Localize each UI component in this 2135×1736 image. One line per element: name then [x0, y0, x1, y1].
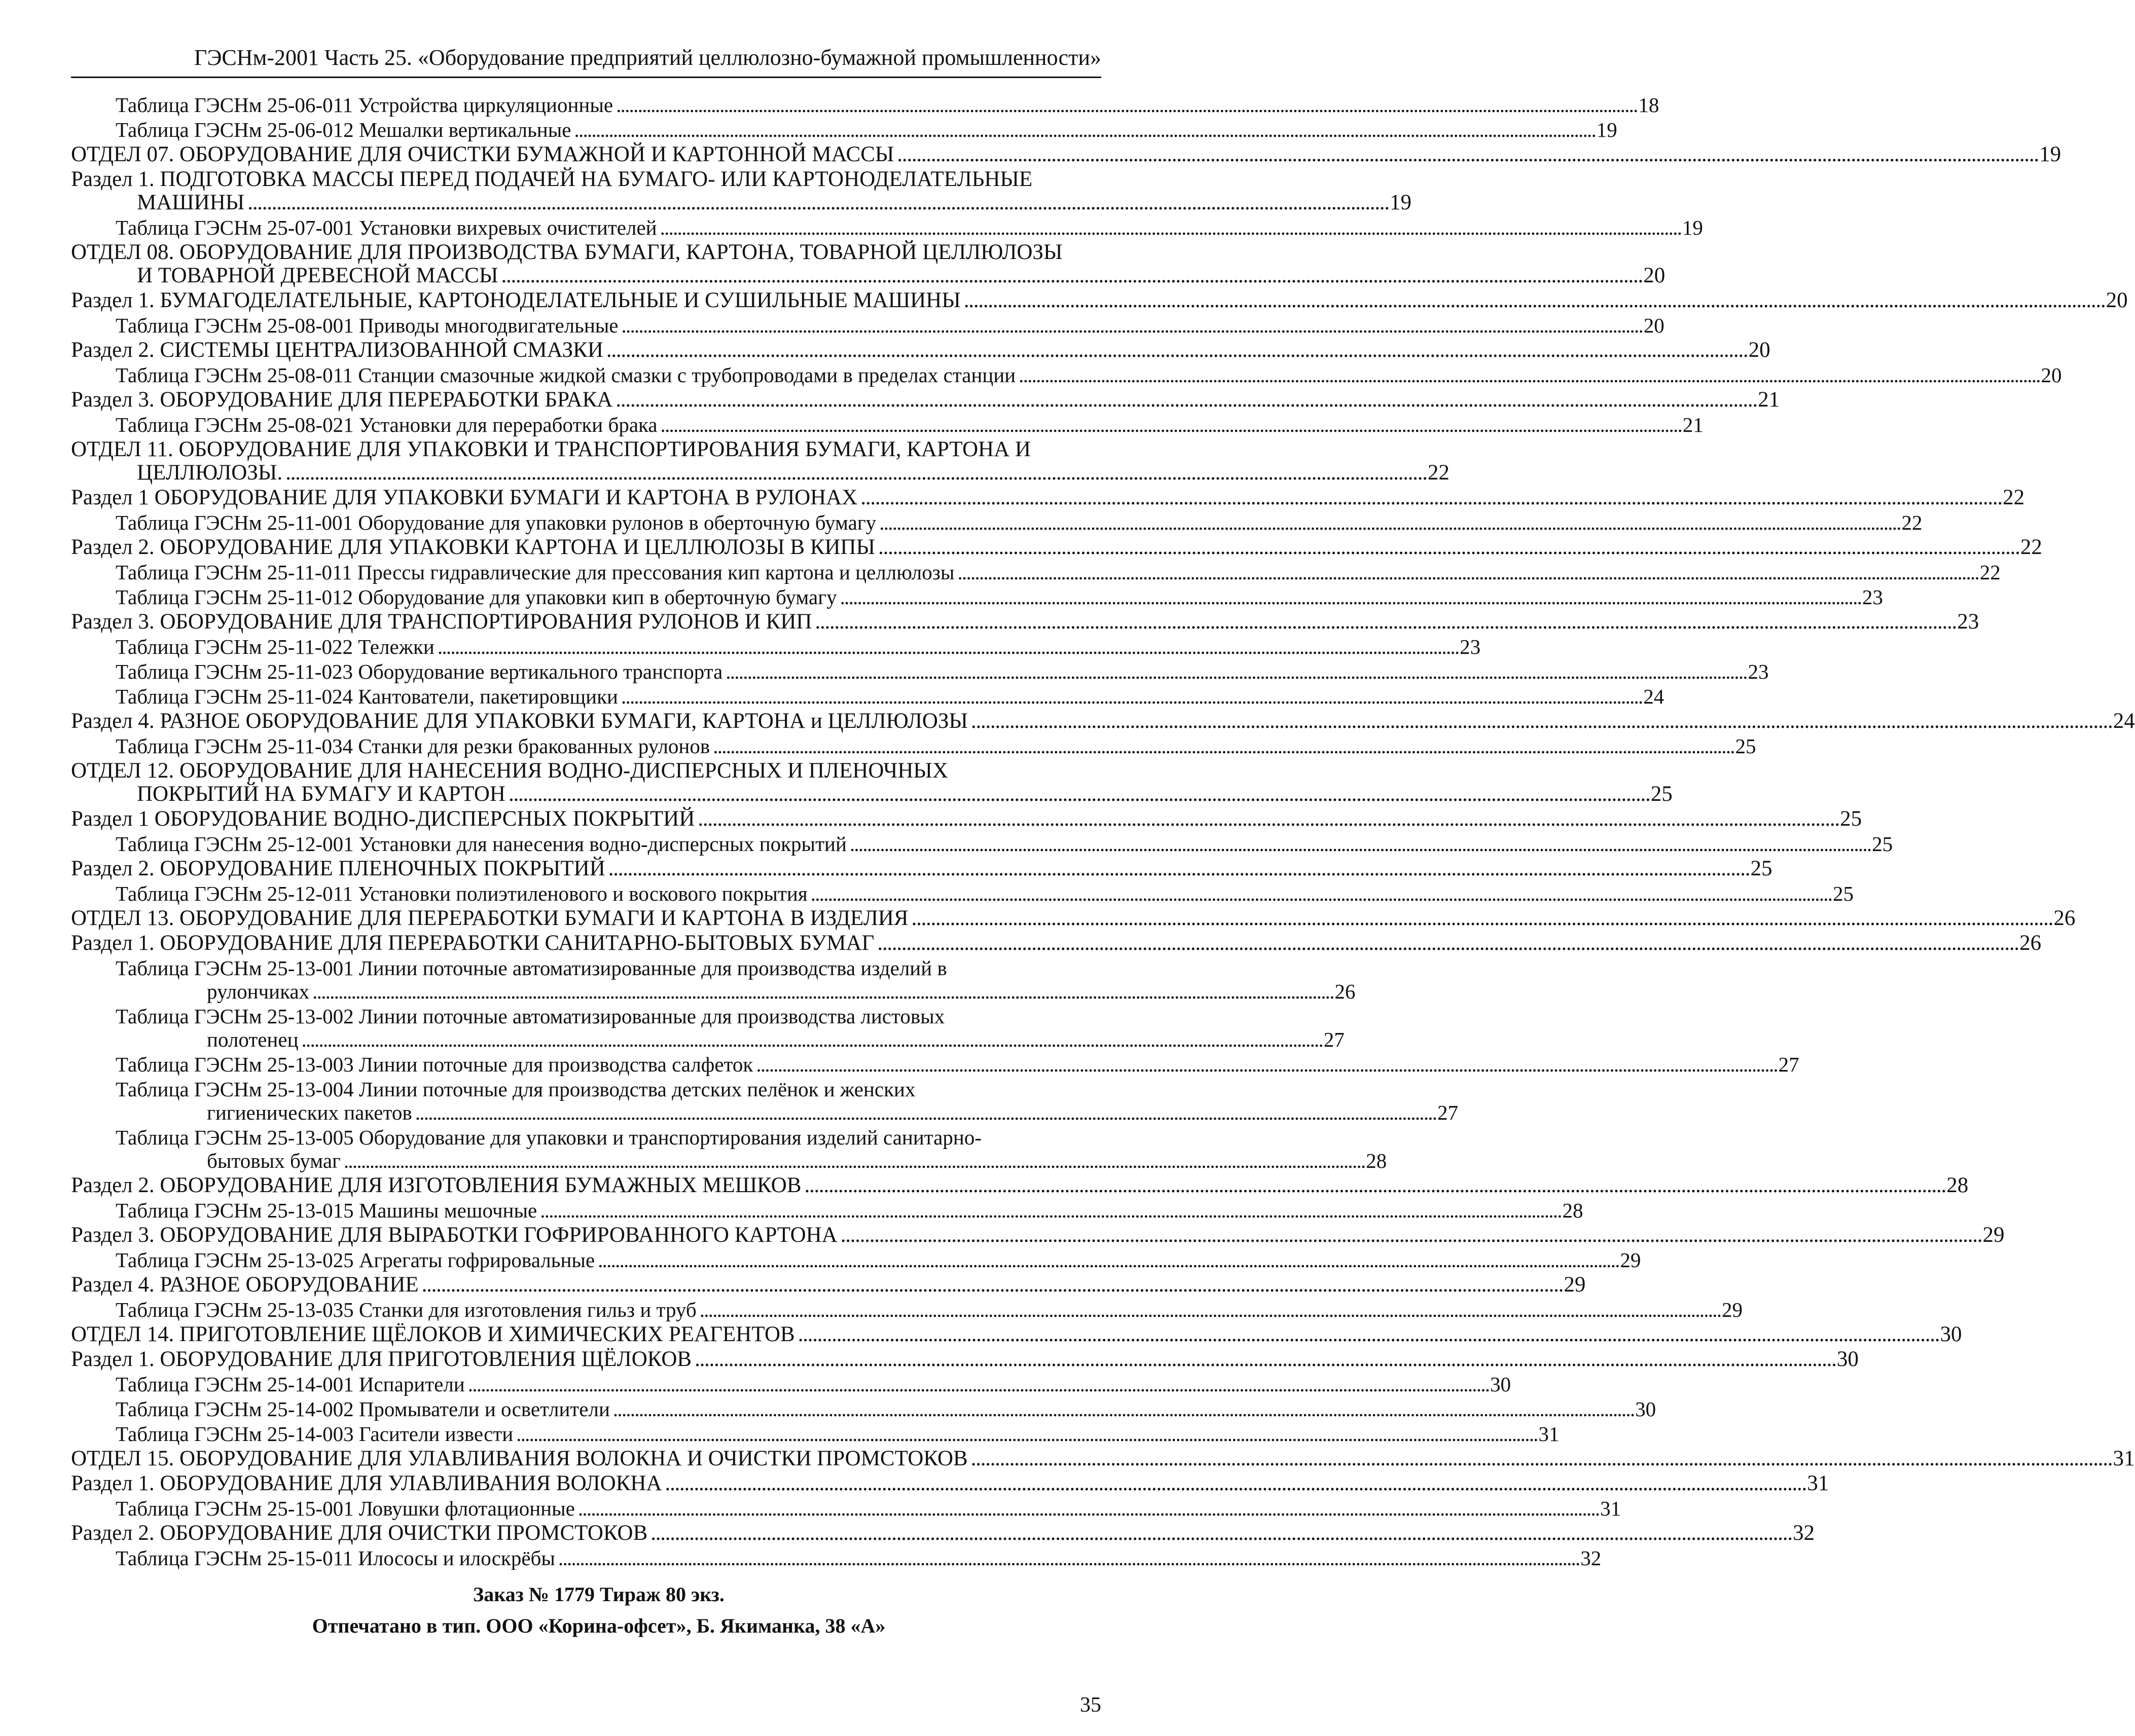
toc-entry-text: Раздел 2. ОБОРУДОВАНИЕ ДЛЯ ОЧИСТКИ ПРОМСТОКОВ — [71, 1521, 648, 1545]
toc-entry-text: Таблица ГЭСНм 25-11-001 Оборудование для упаковки рулонов в оберточную бумагу — [116, 511, 877, 534]
toc-entry-page: 30 — [1836, 1347, 1859, 1371]
toc-entry-text: Таблица ГЭСНм 25-14-001 Испарители — [116, 1373, 465, 1396]
toc-entry-page: 28 — [1562, 1199, 1583, 1222]
dot-leader — [302, 1028, 1321, 1051]
toc-entry-page: 22 — [2020, 535, 2042, 559]
toc-entry-razdel — [71, 167, 1412, 214]
toc-entry-table — [71, 585, 1883, 609]
toc-entry-text: Таблица ГЭСНм 25-15-001 Ловушки флотационные — [116, 1497, 575, 1520]
toc-entry-table — [71, 1126, 1387, 1172]
dot-leader — [616, 93, 1635, 117]
toc-entry-page: 21 — [1682, 413, 1704, 436]
toc-entry-razdel — [71, 610, 1979, 634]
toc-entry-page: 30 — [1490, 1373, 1511, 1396]
toc-entry-table — [71, 413, 1704, 436]
toc-entry-page: 19 — [2039, 142, 2061, 166]
toc-entry-table — [71, 1497, 1621, 1520]
toc-entry-page: 19 — [1390, 191, 1412, 214]
toc-entry-page: 20 — [1748, 338, 1770, 362]
toc-entry-page: 25 — [1872, 832, 1893, 856]
toc-entry-text: Таблица ГЭСНм 25-13-025 Агрегаты гофрировальные — [116, 1248, 595, 1272]
toc-entry-text: Таблица ГЭСНм 25-11-023 Оборудование вертикального транспорта — [116, 660, 723, 683]
toc-entry-text: полотенец — [207, 1028, 299, 1051]
toc-entry-text: Раздел 1 ОБОРУДОВАНИЕ ДЛЯ УПАКОВКИ БУМАГИ И КАРТОНА В РУЛОНАХ — [71, 486, 858, 509]
dot-leader — [574, 118, 1593, 141]
toc-entry-page: 30 — [1635, 1397, 1656, 1421]
toc-entry-table — [71, 956, 1356, 1003]
toc-entry-text: Раздел 2. ОБОРУДОВАНИЕ ДЛЯ ИЗГОТОВЛЕНИЯ БУМАЖНЫХ МЕШКОВ — [71, 1173, 802, 1197]
dot-leader — [613, 1397, 1632, 1421]
toc-entry-razdel — [71, 1471, 1829, 1495]
toc-entry-otdel — [71, 759, 1673, 806]
toc-entry-page: 25 — [1840, 807, 1862, 831]
imprint-printed: Отпечатано в тип. ООО «Корина-офсет», Б. Якиманка, 38 «А» — [312, 1614, 886, 1637]
toc-entry-table — [71, 216, 1703, 239]
toc-entry-text: Таблица ГЭСНм 25-13-005 Оборудование для упаковки и транспортирования изделий санитарно- — [116, 1126, 982, 1149]
dot-leader — [578, 1497, 1597, 1520]
toc-entry-page: 32 — [1793, 1521, 1815, 1545]
toc-entry-page: 28 — [1946, 1173, 1969, 1197]
dot-leader — [650, 1522, 1790, 1545]
toc-entry-table — [71, 882, 1854, 905]
toc-entry-text: Таблица ГЭСНм 25-11-011 Прессы гидравлические для прессования кип картона и целлюлозы — [116, 561, 955, 584]
toc-entry-otdel — [71, 437, 1450, 485]
toc-entry-page: 26 — [1334, 980, 1356, 1003]
dot-leader — [850, 832, 1869, 856]
toc-entry-page: 27 — [1778, 1053, 1799, 1076]
toc-entry-razdel — [71, 931, 2042, 955]
toc-entry-page: 30 — [1940, 1322, 1962, 1346]
toc-entry-page: 20 — [2106, 288, 2128, 312]
toc-entry-razdel — [71, 1521, 1815, 1545]
toc-entry-text: Раздел 2. ОБОРУДОВАНИЕ ПЛЕНОЧНЫХ ПОКРЫТИЙ — [71, 857, 605, 880]
toc-entry-text: Раздел 3. ОБОРУДОВАНИЕ ДЛЯ ТРАНСПОРТИРОВАНИЯ РУЛОНОВ И КИП — [71, 610, 812, 634]
dot-leader — [438, 635, 1457, 658]
dot-leader — [878, 536, 2017, 559]
toc-entry-page: 23 — [1862, 585, 1883, 609]
dot-leader — [815, 610, 1954, 634]
toc-entry-text: МАШИНЫ — [137, 191, 245, 214]
toc-entry-table — [71, 118, 1617, 141]
dot-leader — [616, 388, 1755, 412]
toc-entry-table — [71, 1199, 1583, 1222]
dot-leader — [811, 882, 1830, 905]
toc-entry-text: ПОКРЫТИЙ НА БУМАГУ И КАРТОН — [137, 782, 505, 806]
toc-entry-page: 26 — [2053, 906, 2076, 930]
toc-entry-razdel — [71, 807, 1862, 831]
dot-leader — [841, 1224, 1980, 1247]
dot-leader — [700, 1298, 1719, 1321]
dot-leader — [897, 143, 2036, 166]
toc-entry-page: 25 — [1832, 882, 1854, 905]
toc-entry-razdel — [71, 857, 1772, 880]
dot-leader — [756, 1053, 1775, 1076]
dot-leader — [665, 1472, 1804, 1495]
dot-leader — [540, 1199, 1559, 1222]
toc-entry-text: Раздел 3. ОБОРУДОВАНИЕ ДЛЯ ПЕРЕРАБОТКИ БРАКА — [71, 388, 613, 412]
toc-entry-text: Таблица ГЭСНм 25-08-001 Приводы многодвигательные — [116, 314, 619, 337]
toc-entry-page: 23 — [1460, 635, 1481, 658]
dot-leader — [695, 1348, 1834, 1371]
toc-entry-text: Таблица ГЭСНм 25-11-024 Кантователи, пакетировщики — [116, 685, 618, 708]
dot-leader — [247, 191, 1387, 214]
toc-entry-text: Таблица ГЭСНм 25-11-012 Оборудование для упаковки кип в оберточную бумагу — [116, 585, 837, 609]
toc-entry-page: 25 — [1750, 857, 1772, 880]
toc-entry-text: ОТДЕЛ 08. ОБОРУДОВАНИЕ ДЛЯ ПРОИЗВОДСТВА БУМАГИ, КАРТОНА, ТОВАРНОЙ ЦЕЛЛЮЛОЗЫ — [71, 240, 1063, 264]
toc-entry-otdel — [71, 142, 2061, 166]
toc-entry-page: 31 — [1538, 1422, 1560, 1446]
toc-entry-page: 25 — [1735, 734, 1756, 758]
toc-entry-page: 29 — [1620, 1248, 1641, 1272]
toc-entry-page: 22 — [1979, 561, 2001, 584]
toc-entry-page: 23 — [1957, 610, 1979, 634]
toc-entry-text: Таблица ГЭСНм 25-13-003 Линии поточные для производства салфеток — [116, 1053, 753, 1076]
toc-entry-text: Таблица ГЭСНм 25-06-012 Мешалки вертикальные — [116, 118, 571, 141]
toc-entry-text: ЦЕЛЛЮЛОЗЫ. — [137, 461, 283, 485]
dot-leader — [698, 807, 1837, 831]
dot-leader — [1019, 363, 2038, 387]
dot-leader — [516, 1422, 1535, 1446]
dot-leader — [312, 980, 1331, 1003]
toc-entry-page: 20 — [1643, 264, 1666, 287]
dot-leader — [501, 264, 1640, 287]
toc-entry-text: ОТДЕЛ 14. ПРИГОТОВЛЕНИЕ ЩЁЛОКОВ И ХИМИЧЕСКИХ РЕАГЕНТОВ — [71, 1322, 795, 1346]
toc-entry-table — [71, 1422, 1560, 1446]
toc-entry-table — [71, 1053, 1799, 1076]
dot-leader — [509, 782, 1648, 806]
toc-entry-text: Раздел 2. ОБОРУДОВАНИЕ ДЛЯ УПАКОВКИ КАРТОНА И ЦЕЛЛЮЛОЗЫ В КИПЫ — [71, 535, 876, 559]
toc-entry-page: 24 — [1643, 685, 1664, 708]
toc-entry-table — [71, 511, 1923, 534]
toc-entry-page: 29 — [1721, 1298, 1743, 1321]
dot-leader — [558, 1546, 1577, 1570]
toc-entry-text: Таблица ГЭСНм 25-11-034 Станки для резки бракованных рулонов — [116, 734, 710, 758]
toc-entry-table — [71, 685, 1664, 708]
toc-entry-razdel — [71, 1173, 1969, 1197]
toc-entry-page: 29 — [1982, 1223, 2005, 1247]
toc-entry-table — [71, 1397, 1656, 1421]
toc-entry-text: ОТДЕЛ 15. ОБОРУДОВАНИЕ ДЛЯ УЛАВЛИВАНИЯ ВОЛОКНА И ОЧИСТКИ ПРОМСТОКОВ — [71, 1447, 968, 1470]
toc-entry-table — [71, 734, 1756, 758]
toc-entry-page: 18 — [1638, 93, 1659, 117]
toc-entry-text: Таблица ГЭСНм 25-12-001 Установки для нанесения водно-дисперсных покрытий — [116, 832, 847, 856]
toc-entry-page: 27 — [1323, 1028, 1345, 1051]
toc-entry-text: Таблица ГЭСНм 25-13-001 Линии поточные автоматизированные для производства изделий в — [116, 956, 947, 980]
toc-entry-text: ОТДЕЛ 13. ОБОРУДОВАНИЕ ДЛЯ ПЕРЕРАБОТКИ БУМАГИ И КАРТОНА В ИЗДЕЛИЯ — [71, 906, 909, 930]
toc-entry-table — [71, 635, 1481, 658]
toc-entry-text: рулончиках — [207, 980, 310, 1003]
toc-entry-text: Раздел 4. РАЗНОЕ ОБОРУДОВАНИЕ ДЛЯ УПАКОВКИ БУМАГИ, КАРТОНА и ЦЕЛЛЮЛОЗЫ — [71, 709, 968, 733]
toc-entry-text: Раздел 2. СИСТЕМЫ ЦЕНТРАЛИЗОВАННОЙ СМАЗКИ — [71, 338, 603, 362]
running-header: ГЭСНм-2001 Часть 25. «Оборудование предприятий целлюлозно-бумажной промышленности» — [71, 45, 1101, 78]
toc-entry-table — [71, 832, 1893, 856]
toc-entry-page: 21 — [1758, 388, 1780, 412]
toc-entry-text: Таблица ГЭСНм 25-07-001 Установки вихревых очистителей — [116, 216, 657, 239]
toc-entry-razdel — [71, 338, 1770, 362]
dot-leader — [726, 660, 1745, 683]
dot-leader — [971, 1447, 2110, 1470]
toc-entry-table — [71, 1373, 1511, 1396]
toc-entry-razdel — [71, 1273, 1586, 1297]
toc-entry-text: Таблица ГЭСНм 25-12-011 Установки полиэтиленового и воскового покрытия — [116, 882, 808, 905]
toc-entry-text: ОТДЕЛ 11. ОБОРУДОВАНИЕ ДЛЯ УПАКОВКИ И ТРАНСПОРТИРОВАНИЯ БУМАГИ, КАРТОНА И — [71, 437, 1031, 461]
toc-entry-otdel — [71, 906, 2076, 930]
toc-entry-razdel — [71, 486, 2025, 509]
toc-entry-text: гигиенических пакетов — [207, 1101, 412, 1124]
dot-leader — [879, 511, 1898, 534]
toc-entry-text: Таблица ГЭСНм 25-13-015 Машины мешочные — [116, 1199, 537, 1222]
toc-entry-page: 23 — [1748, 660, 1769, 683]
page-number: 35 — [1080, 1693, 1101, 1717]
toc-entry-razdel — [71, 535, 2042, 559]
toc-entry-text: Раздел 1. БУМАГОДЕЛАТЕЛЬНЫЕ, КАРТОНОДЕЛАТЕЛЬНЫЕ И СУШИЛЬНЫЕ МАШИНЫ — [71, 288, 961, 312]
toc-entry-page: 19 — [1596, 118, 1617, 141]
toc-entry-text: Таблица ГЭСНм 25-08-011 Станции смазочные жидкой смазки с трубопроводами в пределах станции — [116, 363, 1016, 387]
dot-leader — [608, 857, 1748, 880]
toc-entry-text: ОТДЕЛ 07. ОБОРУДОВАНИЕ ДЛЯ ОЧИСТКИ БУМАЖНОЙ И КАРТОННОЙ МАССЫ — [71, 142, 894, 166]
dot-leader — [713, 734, 1732, 758]
toc-entry-razdel — [71, 1223, 2005, 1247]
toc-entry-page: 27 — [1437, 1101, 1458, 1124]
toc-entry-page: 20 — [2041, 363, 2062, 387]
toc-entry-table — [71, 1248, 1641, 1272]
dot-leader — [422, 1273, 1561, 1297]
dot-leader — [622, 314, 1641, 337]
toc-entry-page: 25 — [1650, 782, 1673, 806]
toc-entry-page: 20 — [1643, 314, 1664, 337]
toc-entry-text: Таблица ГЭСНм 25-08-021 Установки для переработки брака — [116, 413, 658, 436]
toc-entry-text: Таблица ГЭСНм 25-06-011 Устройства циркуляционные — [116, 93, 613, 117]
toc-entry-page: 28 — [1366, 1149, 1387, 1172]
toc-entry-table — [71, 561, 2001, 584]
dot-leader — [415, 1101, 1434, 1124]
toc-entry-page: 24 — [2113, 709, 2135, 733]
toc-entry-page: 32 — [1580, 1546, 1602, 1570]
toc-entry-razdel — [71, 1347, 1859, 1371]
toc-entry-text: Таблица ГЭСНм 25-14-002 Промыватели и осветлители — [116, 1397, 610, 1421]
toc-entry-text: Таблица ГЭСНм 25-11-022 Тележки — [116, 635, 435, 658]
dot-leader — [344, 1149, 1363, 1172]
toc-entry-table — [71, 363, 2062, 387]
toc-entry-page: 31 — [1807, 1471, 1829, 1495]
toc-entry-otdel — [71, 240, 1666, 287]
toc-entry-page: 29 — [1564, 1273, 1586, 1297]
toc-entry-razdel — [71, 388, 1780, 412]
toc-entry-table — [71, 1005, 1345, 1051]
toc-entry-text: Раздел 4. РАЗНОЕ ОБОРУДОВАНИЕ — [71, 1273, 419, 1297]
dot-leader — [285, 461, 1425, 485]
dot-leader — [661, 413, 1680, 436]
dot-leader — [912, 907, 2051, 930]
toc-entry-text: Таблица ГЭСНм 25-13-002 Линии поточные автоматизированные для производства листовых — [116, 1005, 945, 1028]
dot-leader — [798, 1323, 1937, 1346]
toc-entry-table — [71, 660, 1769, 683]
toc-entry-page: 22 — [2003, 486, 2025, 509]
dot-leader — [860, 486, 2000, 509]
toc-entry-table — [71, 93, 1659, 117]
toc-entry-page: 22 — [1901, 511, 1923, 534]
toc-entry-table — [71, 1298, 1743, 1321]
toc-entry-text: Таблица ГЭСНм 25-14-003 Гасители извести — [116, 1422, 514, 1446]
toc-entry-text: Раздел 1 ОБОРУДОВАНИЕ ВОДНО-ДИСПЕРСНЫХ ПОКРЫТИЙ — [71, 807, 695, 831]
toc-entry-page: 19 — [1682, 216, 1703, 239]
toc-entry-text: Раздел 1. ОБОРУДОВАНИЕ ДЛЯ ПЕРЕРАБОТКИ САНИТАРНО-БЫТОВЫХ БУМАГ — [71, 931, 875, 955]
dot-leader — [840, 585, 1859, 609]
toc-entry-text: И ТОВАРНОЙ ДРЕВЕСНОЙ МАССЫ — [137, 264, 498, 287]
toc-entry-page: 26 — [2019, 931, 2042, 955]
toc-entry-text: Раздел 3. ОБОРУДОВАНИЕ ДЛЯ ВЫРАБОТКИ ГОФРИРОВАННОГО КАРТОНА — [71, 1223, 838, 1247]
dot-leader — [606, 339, 1746, 362]
toc-entry-razdel — [71, 709, 2135, 733]
toc-entry-table — [71, 1078, 1458, 1124]
dot-leader — [877, 932, 2016, 955]
toc-entry-page: 31 — [1600, 1497, 1621, 1520]
toc-entry-text: Таблица ГЭСНм 25-13-004 Линии поточные для производства детских пелёнок и женских — [116, 1078, 916, 1101]
dot-leader — [958, 561, 1977, 584]
toc-entry-page: 22 — [1427, 461, 1450, 485]
toc-entry-text: Таблица ГЭСНм 25-15-011 Илососы и илоскрёбы — [116, 1546, 555, 1570]
toc-entry-text: Раздел 1. ОБОРУДОВАНИЕ ДЛЯ ПРИГОТОВЛЕНИЯ ЩЁЛОКОВ — [71, 1347, 692, 1371]
dot-leader — [598, 1248, 1617, 1272]
dot-leader — [660, 216, 1679, 239]
toc-entry-text: Таблица ГЭСНм 25-13-035 Станки для изготовления гильз и труб — [116, 1298, 697, 1321]
toc-entry-otdel — [71, 1447, 2135, 1470]
toc-entry-text: бытовых бумаг — [207, 1149, 341, 1172]
toc-entry-text: Раздел 1. ОБОРУДОВАНИЕ ДЛЯ УЛАВЛИВАНИЯ ВОЛОКНА — [71, 1471, 662, 1495]
dot-leader — [621, 685, 1640, 708]
toc-entry-page: 31 — [2113, 1447, 2135, 1470]
toc-entry-table — [71, 1546, 1602, 1570]
toc-entry-razdel — [71, 288, 2128, 312]
toc-entry-table — [71, 314, 1664, 337]
toc-entry-text: Раздел 1. ПОДГОТОВКА МАССЫ ПЕРЕД ПОДАЧЕЙ НА БУМАГО- ИЛИ КАРТОНОДЕЛАТЕЛЬНЫЕ — [71, 167, 1033, 191]
table-of-contents — [71, 93, 2135, 1571]
toc-entry-otdel — [71, 1322, 1962, 1346]
dot-leader — [805, 1174, 1944, 1197]
dot-leader — [468, 1373, 1487, 1396]
imprint — [0, 1579, 1198, 1642]
dot-leader — [964, 289, 2103, 312]
dot-leader — [971, 710, 2110, 733]
toc-entry-text: ОТДЕЛ 12. ОБОРУДОВАНИЕ ДЛЯ НАНЕСЕНИЯ ВОДНО-ДИСПЕРСНЫХ И ПЛЕНОЧНЫХ — [71, 759, 948, 783]
imprint-order: Заказ № 1779 Тираж 80 экз. — [473, 1583, 725, 1606]
